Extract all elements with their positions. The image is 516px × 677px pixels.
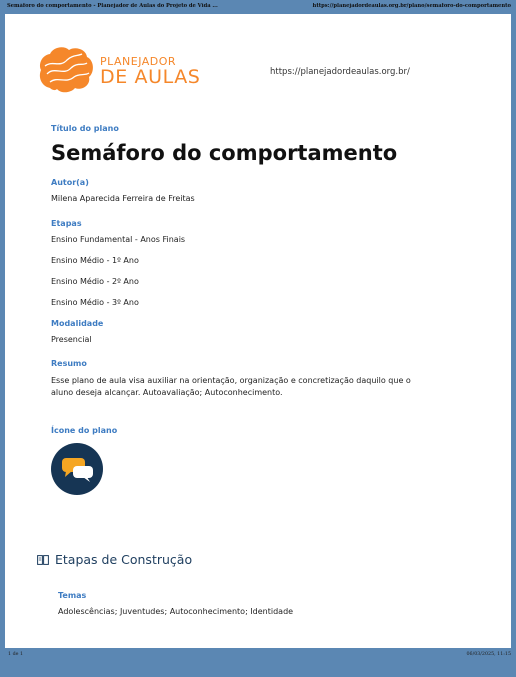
title-label: Título do plano	[51, 124, 119, 133]
modality-value: Presencial	[51, 335, 92, 344]
modality-label: Modalidade	[51, 319, 104, 328]
summary-value: Esse plano de aula visa auxiliar na orientação, organização e concretização daquilo que o aluno deseja alcançar. Autoavaliação; Autoconhecimento.	[51, 376, 411, 398]
author-value: Milena Aparecida Ferreira de Freitas	[51, 194, 195, 203]
print-footer	[5, 652, 511, 660]
icon-label: Ícone do plano	[51, 425, 118, 435]
summary-label: Resumo	[51, 359, 87, 368]
site-url-link[interactable]: https://planejadordeaulas.org.br/	[270, 67, 410, 77]
author-label: Autor(a)	[51, 178, 89, 187]
themes-value: Adolescências; Juventudes; Autoconhecimento; Identidade	[58, 607, 294, 616]
plan-icon-badge	[51, 443, 103, 495]
plan-details	[51, 124, 451, 495]
speech-bubbles-icon	[51, 443, 103, 495]
stage-item: Ensino Fundamental - Anos Finais	[51, 235, 186, 244]
print-header-title: Semáforo do comportamento - Planejador de Aulas do Projeto de Vida ...	[7, 3, 218, 9]
logo-line-2: DE AULAS	[100, 66, 201, 88]
logo-text	[100, 56, 200, 87]
themes-label: Temas	[58, 591, 87, 600]
stages-list	[51, 235, 451, 307]
stage-item: Ensino Médio - 1º Ano	[51, 256, 139, 265]
construction-heading	[37, 552, 192, 567]
logo-line-1: PLANEJADOR	[100, 55, 177, 68]
stage-item: Ensino Médio - 2º Ano	[51, 277, 139, 286]
print-footer-datetime: 06/03/2025, 11:15	[466, 652, 511, 657]
stage-item: Ensino Médio - 3º Ano	[51, 298, 139, 307]
print-header-url: https://planejadordeaulas.org.br/plano/semaforo-do-comportamento	[312, 3, 511, 9]
book-icon	[37, 555, 49, 565]
print-header	[5, 3, 511, 13]
brain-logo-icon	[36, 44, 96, 96]
construction-heading-text: Etapas de Construção	[55, 552, 193, 567]
stages-label: Etapas	[51, 219, 82, 228]
logo[interactable]	[36, 40, 206, 100]
plan-title: Semáforo do comportamento	[51, 141, 398, 165]
print-footer-page: 1 de 1	[8, 652, 24, 657]
themes-section	[58, 591, 458, 616]
